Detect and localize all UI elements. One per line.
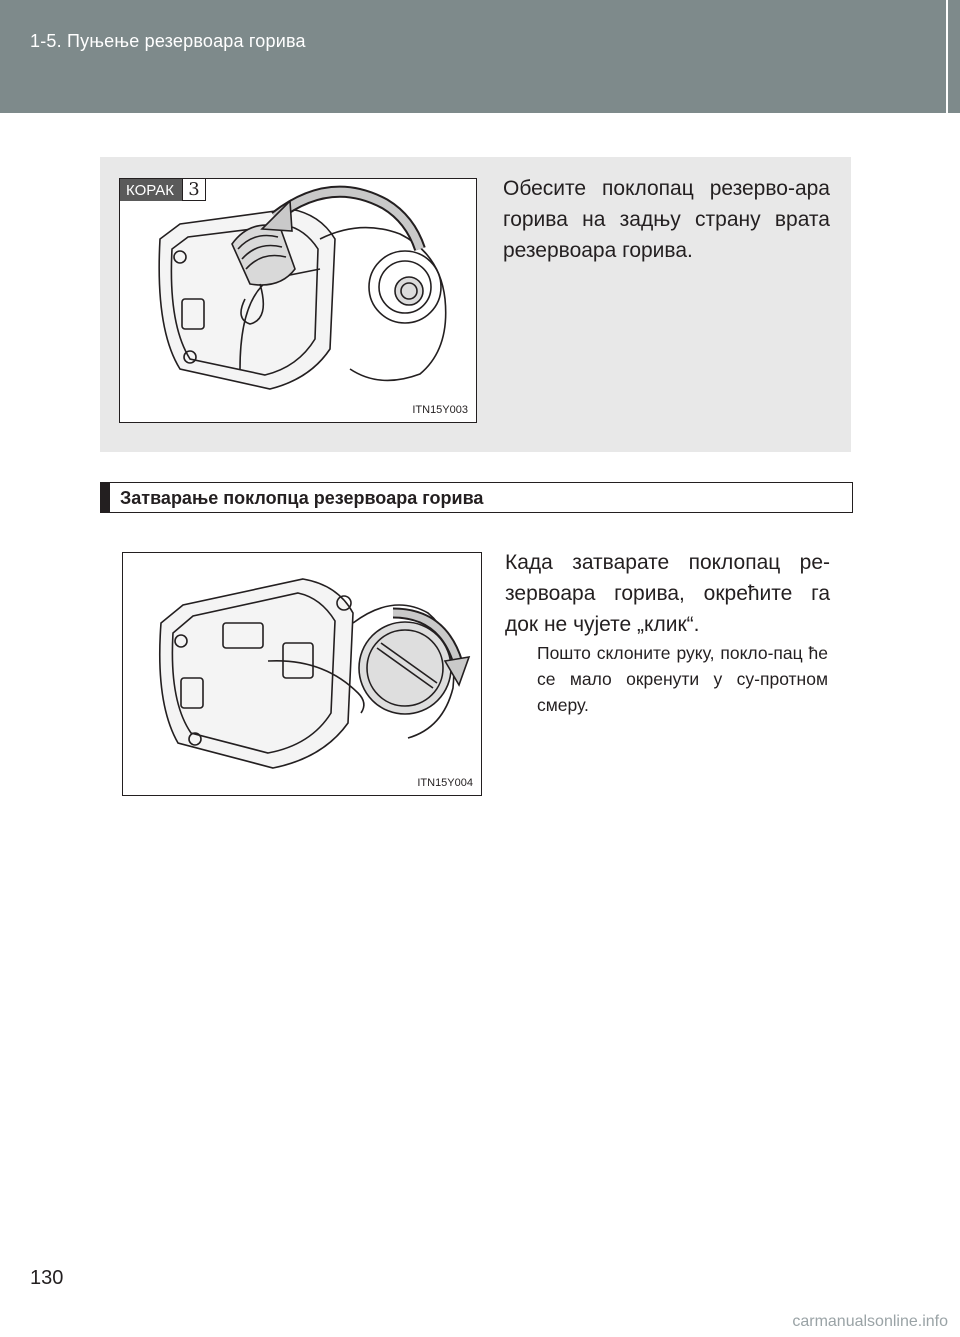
page-number: 130 (30, 1267, 64, 1289)
watermark-link[interactable]: carmanualsonline.info (792, 1313, 948, 1330)
section-heading-bar (100, 482, 853, 513)
page-header (0, 0, 960, 113)
close-instruction: Када затварате поклопац ре-зервоара горива, окрећите га док не чујете „клик“. (505, 551, 830, 636)
step-label: КОРАК (120, 179, 182, 201)
fuel-cap-closing-illustration (123, 553, 481, 795)
figure-code: ITN15Y003 (412, 404, 468, 416)
step-number: 3 (182, 179, 206, 201)
close-note: Пошто склоните руку, покло-пац ће се мало окренути у су-протном смеру. (537, 643, 828, 715)
figure-code: ITN15Y004 (417, 777, 473, 789)
figure-hang-cap (119, 178, 477, 423)
section-title: Затварање поклопца резервоара горива (120, 488, 484, 508)
section-accent (100, 482, 110, 513)
step-badge (120, 179, 206, 201)
figure-close-cap (122, 552, 482, 796)
fuel-door-open-illustration (120, 179, 476, 422)
chapter-title: 1-5. Пуњење резервоара горива (30, 31, 306, 51)
step-instruction: Обесите поклопац резерво-ара горива на задњу страну врата резервоара горива. (503, 177, 830, 262)
header-divider (946, 0, 948, 113)
